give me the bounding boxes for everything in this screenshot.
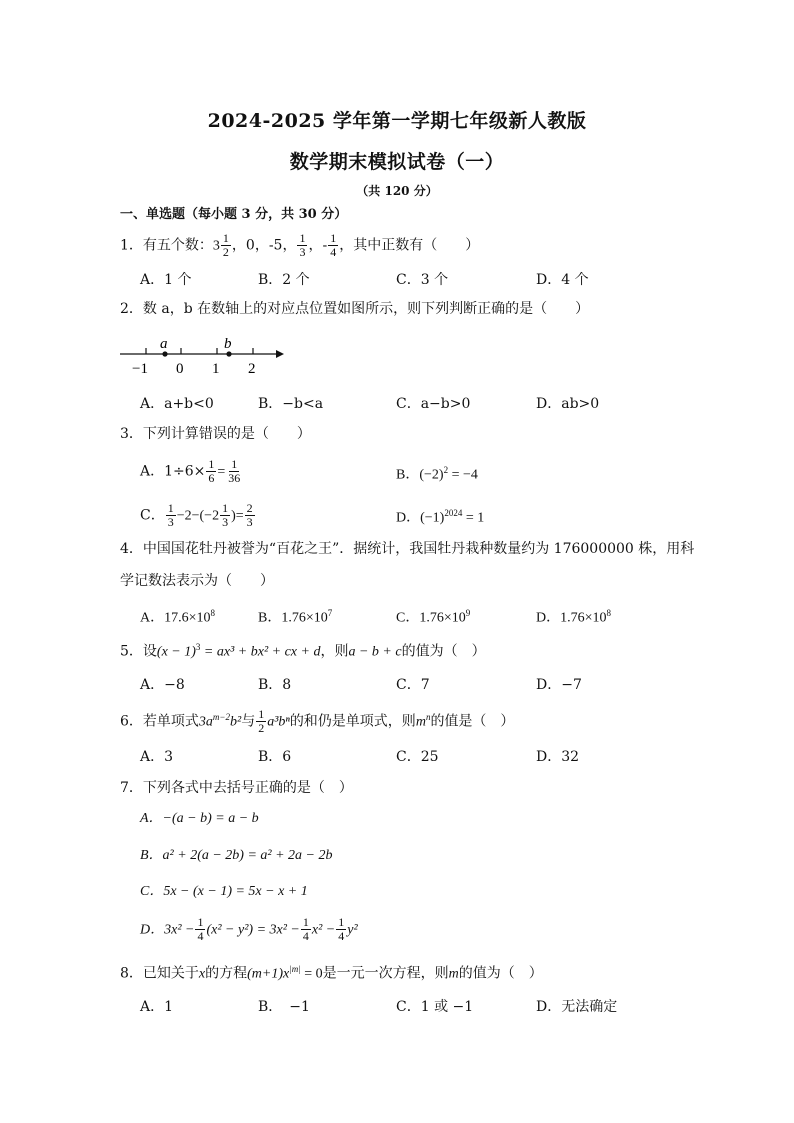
q1-tail: ，其中正数有（ ） (339, 237, 480, 254)
point-a (162, 351, 167, 356)
q5-option-b: B．8 (258, 677, 292, 693)
total-score: （共 120 分） (356, 184, 438, 198)
q1-mixed-int: 3 (212, 238, 220, 254)
q2-option-d: D．ab>0 (536, 396, 600, 412)
point-a-label: a (160, 336, 168, 352)
question-4-line1: 4．中国国花牡丹被誉为“百花之王”．据统计，我国牡丹栽种数量约为 176000000 株，用科 (120, 541, 695, 557)
q6-option-a: A．3 (140, 749, 174, 765)
q7-option-d: D．3x² − $\frac{1}{4}$ (x² − y²) = 3x² − $\frac{1}{4}$ x² − $\frac{1}{4}$ y² (140, 915, 358, 943)
q2-option-a: A．a+b<0 (140, 396, 214, 412)
q1-option-c: C．3 个 (396, 272, 449, 288)
number-line-figure (118, 334, 288, 378)
q3-option-d: D．$(-1)^{2024} = 1$ (396, 508, 485, 526)
q2-option-b: B．−b<a (258, 396, 324, 412)
q5-option-d: D．−7 (536, 677, 582, 693)
question-5-stem: 5．设$(x - 1)^3 = ax^3 + bx^2$ + cx + d，则a − b + c的值为（ ） (120, 642, 486, 660)
q4-option-a: A．$17.6\times 10^8$ (140, 608, 216, 626)
q3-option-a: A．1÷6× $\frac{1}{6}$ = $\frac{1}{36}$ (140, 457, 241, 485)
q8-option-b: B． −1 (258, 999, 310, 1015)
q1-option-a: A．1 个 (140, 272, 192, 288)
q4-option-d: D．$1.76\times 10^8$ (536, 608, 612, 626)
q1-frac-2: $\frac{1}{3}$ (299, 231, 306, 259)
q5-option-a: A．−8 (140, 677, 185, 693)
question-6-stem: 6．若单项式$3a^{m-2}b^2$与 $\frac{1}{2}$ a³bⁿ的和仍是单项式，则$m^n$的值是（ ） (120, 707, 515, 736)
q8-option-c: C．1 或 −1 (396, 999, 474, 1015)
exam-title-line2: 数学期末模拟试卷（一） (289, 151, 505, 173)
q7-option-a: A．−(a − b) = a − b (140, 811, 259, 826)
question-8-stem: 8．已知关于x的方程$(m+1)x^{|m|} = 0$是一元一次方程，则m的值为（ ） (120, 964, 543, 982)
question-3-stem: 3．下列计算错误的是（ ） (120, 426, 311, 442)
q2-option-c: C．a−b>0 (396, 396, 471, 412)
tick-label-0: 0 (176, 361, 184, 377)
q1-frac-3: $\frac{1}{4}$ (330, 231, 337, 259)
exam-title-line1: 2024-2025 学年第一学期七年级新人教版 (207, 110, 587, 132)
q6-option-d: D．32 (536, 749, 580, 765)
q1-frac-1: $\frac{1}{2}$ (222, 231, 229, 259)
q1-sep2: ，- (308, 237, 328, 254)
q3-option-c: C． $\frac{1}{3}$ −2−(−2 $\frac{1}{3}$ )= $\frac{2}{3}$ (140, 501, 253, 529)
q7-option-c: C．5x − (x − 1) = 5x − x + 1 (140, 884, 308, 899)
q1-sep1: ，0，-5， (231, 237, 297, 254)
question-1-stem (120, 232, 479, 259)
question-2-stem: 2．数 a，b 在数轴上的对应点位置如图所示，则下列判断正确的是（ ） (120, 301, 590, 317)
q7-option-b: B．a² + 2(a − 2b) = a² + 2a − 2b (140, 848, 333, 863)
number-line-arrow (276, 350, 284, 358)
point-b-label: b (224, 336, 232, 352)
question-7-stem: 7．下列各式中去括号正确的是（ ） (120, 780, 353, 796)
section-heading: 一、单选题（每小题 3 分，共 30 分） (120, 207, 348, 222)
tick-label-1: 1 (212, 361, 220, 377)
question-4-line2: 学记数法表示为（ ） (120, 573, 274, 589)
tick-label-minus-1: −1 (132, 361, 148, 377)
q1-lead: 1．有五个数： (120, 237, 213, 254)
q5-option-c: C．7 (396, 677, 430, 693)
q4-option-b: B．$1.76\times 10^7$ (258, 608, 333, 626)
q8-option-a: A．1 (140, 999, 174, 1015)
q3-option-b: B．$(-2)^2 = -4$ (396, 465, 478, 483)
q6-option-c: C．25 (396, 749, 439, 765)
q1-option-d: D．4 个 (536, 272, 589, 288)
q6-option-b: B．6 (258, 749, 292, 765)
q4-option-c: C．$1.76\times 10^9$ (396, 608, 471, 626)
q8-option-d: D．无法确定 (536, 999, 618, 1015)
point-b (226, 351, 231, 356)
q1-option-b: B．2 个 (258, 272, 310, 288)
tick-label-2: 2 (248, 361, 256, 377)
